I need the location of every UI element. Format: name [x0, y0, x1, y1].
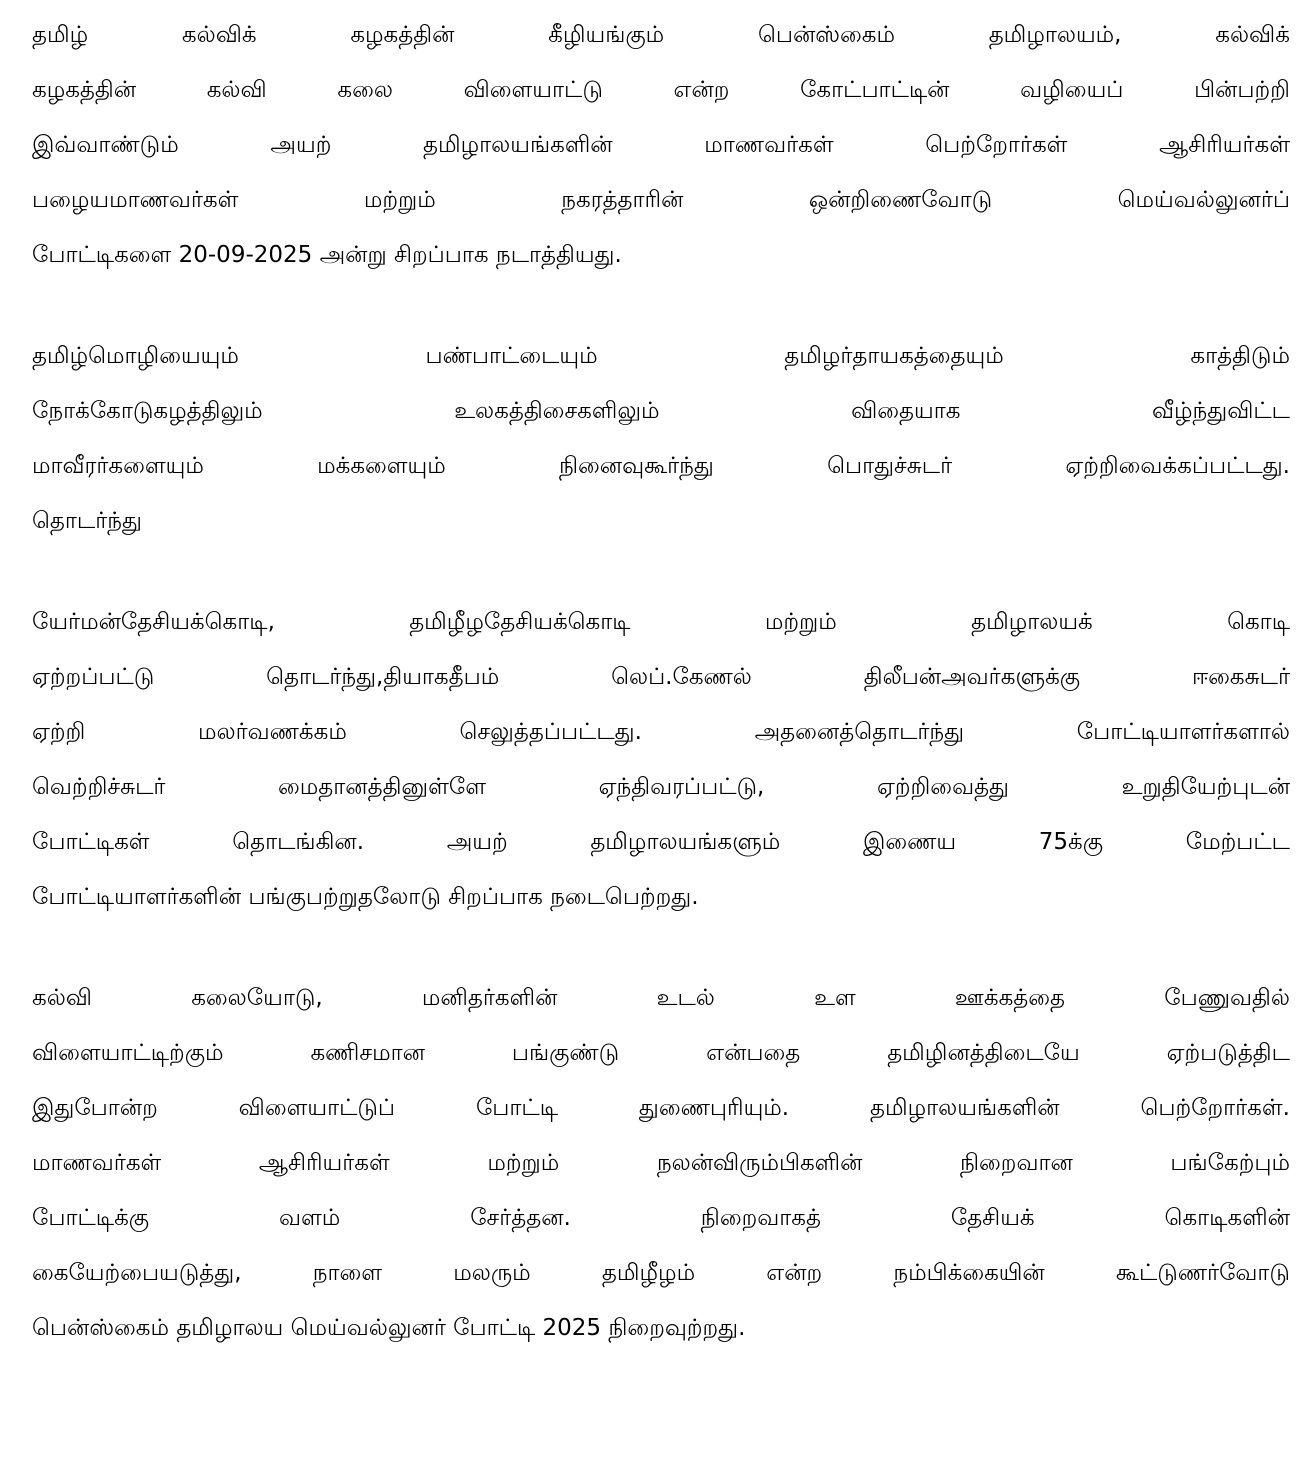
text-line: ஏற்றி மலர்வணக்கம் செலுத்தப்பட்டது. அதனைத்தொடர்ந்து போட்டியாளர்களால் — [32, 719, 1290, 745]
paragraph — [32, 599, 1290, 929]
paragraph — [32, 975, 1290, 1360]
text-line: இதுபோன்ற விளையாட்டுப் போட்டி துணைபுரியும். தமிழாலயங்களின் பெற்றோர்கள். — [32, 1095, 1290, 1121]
text-line: போட்டியாளர்களின் பங்குபற்றுதலோடு சிறப்பாக நடைபெற்றது. — [32, 884, 699, 910]
text-line: பழையமாணவர்கள் மற்றும் நகரத்தாரின் ஒன்றிணைவோடு மெய்வல்லுனர்ப் — [32, 187, 1290, 213]
text-line: நோக்கோடுகழத்திலும் உலகத்திசைகளிலும் விதையாக வீழ்ந்துவிட்ட — [32, 398, 1290, 424]
text-line: இவ்வாண்டும் அயற் தமிழாலயங்களின் மாணவர்கள் பெற்றோர்கள் ஆசிரியர்கள் — [32, 132, 1290, 158]
text-line: ஏற்றப்பட்டு தொடர்ந்து,தியாகதீபம் லெப்.கேணல் திலீபன்அவர்களுக்கு ஈகைசுடர் — [32, 664, 1290, 690]
paragraph-gap — [32, 287, 1290, 333]
text-line: தொடர்ந்து — [32, 508, 142, 534]
paragraph-gap — [32, 929, 1290, 975]
paragraph — [32, 333, 1290, 553]
text-line: தமிழ் கல்விக் கழகத்தின் கீழியங்கும் பென்ஸ்கைம் தமிழாலயம், கல்விக் — [32, 22, 1290, 48]
text-line: வெற்றிச்சுடர் மைதானத்தினுள்ளே ஏந்திவரப்பட்டு, ஏற்றிவைத்து உறுதியேற்புடன் — [32, 774, 1290, 800]
text-line: யேர்மன்தேசியக்கொடி, தமிழீழதேசியக்கொடி மற்றும் தமிழாலயக் கொடி — [32, 609, 1290, 635]
text-line: மாவீரர்களையும் மக்களையும் நினைவுகூர்ந்து பொதுச்சுடர் ஏற்றிவைக்கப்பட்டது. — [32, 453, 1290, 479]
text-line: கையேற்பையடுத்து, நாளை மலரும் தமிழீழம் என்ற நம்பிக்கையின் கூட்டுணர்வோடு — [32, 1260, 1290, 1286]
text-line: போட்டிகள் தொடங்கின. அயற் தமிழாலயங்களும் இணைய 75க்கு மேற்பட்ட — [32, 829, 1290, 855]
text-line: பென்ஸ்கைம் தமிழாலய மெய்வல்லுனர் போட்டி 2025 நிறைவுற்றது. — [32, 1315, 746, 1341]
paragraph — [32, 12, 1290, 287]
document-body — [32, 12, 1290, 1360]
text-line: மாணவர்கள் ஆசிரியர்கள் மற்றும் நலன்விரும்பிகளின் நிறைவான பங்கேற்பும் — [32, 1150, 1290, 1176]
paragraph-gap — [32, 553, 1290, 599]
text-line: கழகத்தின் கல்வி கலை விளையாட்டு என்ற கோட்பாட்டின் வழியைப் பின்பற்றி — [32, 77, 1290, 103]
text-line: விளையாட்டிற்கும் கணிசமான பங்குண்டு என்பதை தமிழினத்திடையே ஏற்படுத்திட — [32, 1040, 1290, 1066]
text-line: கல்வி கலையோடு, மனிதர்களின் உடல் உள ஊக்கத்தை பேணுவதில் — [32, 985, 1290, 1011]
text-line: போட்டிகளை 20-09-2025 அன்று சிறப்பாக நடாத்தியது. — [32, 242, 622, 268]
text-line: தமிழ்மொழியையும் பண்பாட்டையும் தமிழர்தாயகத்தையும் காத்திடும் — [32, 343, 1290, 369]
text-line: போட்டிக்கு வளம் சேர்த்தன. நிறைவாகத் தேசியக் கொடிகளின் — [32, 1205, 1290, 1231]
